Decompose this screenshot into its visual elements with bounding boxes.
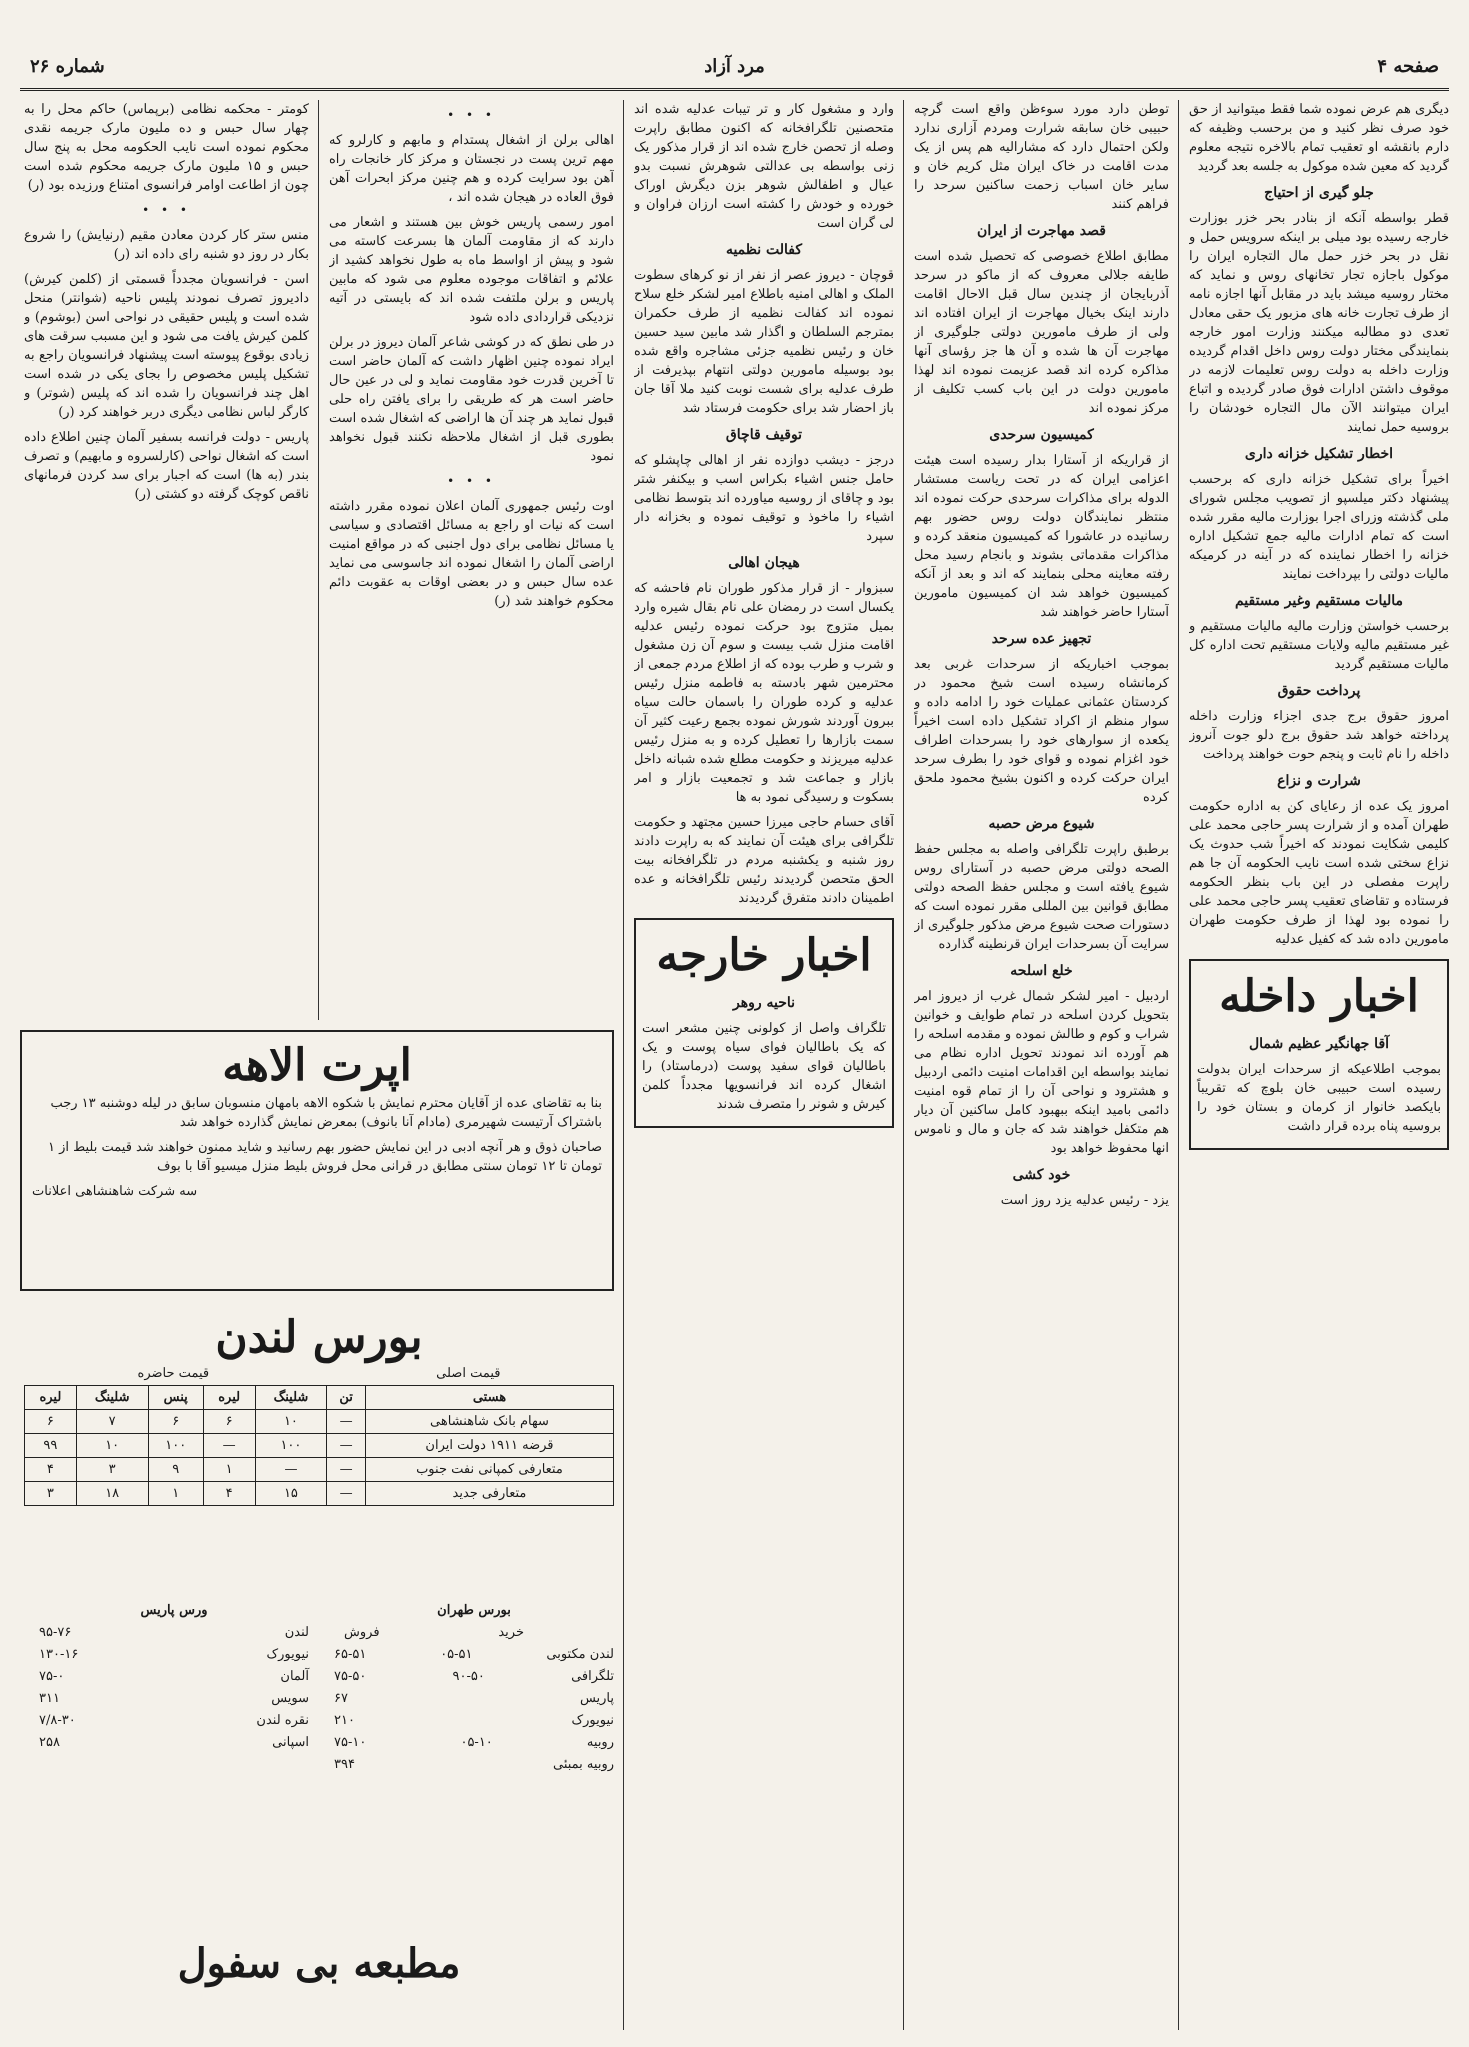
column-divider [903,100,904,2030]
article-heading: پرداخت حقوق [1277,683,1361,699]
article-text: اردبیل - امیر لشکر شمال غرب از دیروز امر بتحویل کردن اسلحه در تمام طوایف و خوانین شراب و کوم و طالش نموده و مقدمه اسلحه را هم آورده اند نمودند تحویل اداره نظام می نمایند بواسطه این اقدامات امنیت دائمی اردبیل و هشترود و نواحی آن را از تمام قوه امنیت دائمی بامید اینکه ببهبود کامل ساکنین آن دیار هم متکفل خواهند شد که جان و مال و ناموس انها محفوظ خواهد بود [914,989,1169,1156]
list-item: اسپانی ۲۵۸ [39,1735,309,1750]
article-heading: اخطار تشکیل خزانه داری [1244,446,1394,462]
domestic-news-box [1189,959,1449,1150]
article-text: امروز یک عده از رعایای کن به اداره حکومت طهران آمده و از شرارت پسر حاجی محمد علی کلیمی شکایت نمودند که اخیراً شب حدوث یک نزاع سختی شده است نایب الحکومه آن جا هم راپرت مفصلی در این باب بنظر الحکومه فرستاده و تقاضای تعقیب پسر حاجی محمد علی را نموده بود لهذا از طرف حکومت طهران مامورین داده شد که کفیل عدلیه [1189,799,1449,947]
column-divider [318,100,319,1020]
article-heading: تجهیز عده سرحد [991,631,1092,647]
article-heading: توقیف قاچاق [725,427,803,443]
foreign-news-subheading: ناحیه روهر [732,995,796,1011]
list-item: لندن ۹۵-۷۶ [39,1625,309,1640]
operetta-title: اپرت الاهه [222,1040,412,1091]
article-text: قوچان - دیروز عصر از نفر از نو کرهای سطوت الملک و اهالی امنیه باطلاع امیر لشکر خلع سلاح نموده اند کفالت نظمیه از طرف حکمران بمترجم السلطان و اگذار شد مابین سید حسین خان و رئیس نظمیه جزئی مشاجره واقع شده بود بوسیله مامورین دولتی انتهام بپذیرفت از طرف عدلیه برای شست نوبت کنید ملا آقا جان باز احضار شد برای حکومت فرستاد شد [634,268,894,416]
article-text: اوت رئیس جمهوری آلمان اعلان نموده مقرر داشته است که نیات او راجع به مسائل اقتصادی و سیاسی یا مسائل نظامی برای دول اجنبی که در مواقع امنیت اراضی آلمان را اشغال نموده اند جاسوسی می نماید عده سال حبس و در بعضی اوقات به عقوبت دائم محکوم خواهند شد (ر) [329,499,614,609]
article-heading: قصد مهاجرت از ایران [977,223,1106,239]
printer-name: مطبعه بی سفول [177,1940,461,1987]
article-heading: شیوع مرض حصبه [988,816,1095,832]
article-text: برطبق راپرت تلگرافی واصله به مجلس حفظ الصحه دولتی مرض حصبه در آستارای روس شیوع یافته است و مجلس حفظ الصحه دولتی مطابق قوانین بین المللی مقرر نموده است که دستورات صحت شیوع مرض مذکور جلوگیری از سرایت آن بسرحدات ایران قرنطینه گذارده [914,842,1169,952]
list-item: روبیه بمبئی ۳۹۴ [334,1757,614,1772]
article-text: امور رسمی پاریس خوش بین هستند و اشعار می دارند که از مقاومت آلمان ها بسرعت کاسته می شود و پیش از اواسط ماه به طول نخواهد کشید از علائم و اتفاقات موجوده معلوم می شود که مابین پاریس و برلن ملتفت شده اند که بایستی در آتیه نزدیکی قراردادی داده شود [329,215,614,325]
domestic-news-title: اخبار داخله [1219,971,1419,1022]
tehran-exchange: بورس طهران خرید فروش لندن مکتوبی ۰۵-۵۱ ۶۵-۵۱ تلگرافی ۹۰-۵۰ ۷۵-۵۰ پاریس ۶۷ نیویورک ۲۱۰ روبیه ۰۵-۱۰ ۷۵-۱۰ روبیه بمبئی ۳۹۴ [334,1600,614,1776]
table-header-row: هستی تن شلینگ لیره پنس شلینگ لیره [25,1386,614,1410]
article-text: امروز حقوق برج جدی اجزاء وزارت داخله پرداخته خواهد شد حقوق برج دلو جوت آنروز داخله را نام ثابت و پنجم حوت خواهند پرداخت [1189,709,1449,762]
article-heading: جلو گیری از احتیاج [1264,185,1374,201]
column-2 [914,100,1169,2030]
ad-agency: سه شرکت شاهنشاهی اعلانات [32,1184,198,1199]
article-text: آقای حسام حاجی میرزا حسین مجتهد و حکومت تلگرافی برای هیئت آن نمایند که به راپرت دادند روز شنبه و یکشنبه مردم در تلگرافخانه بیت الحق متحصن گردیدند رئیس تلگرافخانه و عده اطمینان دادند متفرق گردیدند [634,815,894,906]
article-heading: شرارت و نزاع [1277,773,1361,789]
article-text: از قراریکه از آستارا بدار رسیده است هیئت اعزامی ایران که در تحت ریاست مستشار الدوله برای مذاکرات سرحدی حرکت نموده اند منتظر نمایندگان دولت روس حضور بهم رسانیده در عاشورا که کمیسیون منعقد کرده و مذاکرات مقدماتی بشوند و بانجام رسید محل رفته معاینه محلی بنمایند که اند و بعد از آنکه کمیسیون خواهد شد ان کمیسیون مامورین آستارا حاضر خواهند شد [914,453,1169,620]
article-text: تلگراف واصل از کولونی چنین مشعر است که یک باطالیان فوای سیاه پوست و یک باطالیان قوای سفید پوست (درماستاد) را اشغال کرده اند فرانسویها مجدداً کلمن کیرش و شونر را متصرف شدند [642,1021,886,1112]
article-text: برحسب خواستن وزارت مالیه مالیات مستقیم و غیر مستقیم مالیه ولایات مستقیم تحت اداره کل مالیات مستقیم گردید [1189,619,1449,672]
article-heading: مالیات مستقیم وغیر مستقیم [1234,593,1404,609]
list-item: تلگرافی ۹۰-۵۰ ۷۵-۵۰ [334,1669,614,1684]
table-row: قرضه ۱۹۱۱ دولت ایران — ۱۰۰ — ۱۰۰ ۱۰ ۹۹ [25,1434,614,1458]
column-5: کومتر - محکمه نظامی (برپماس) حاکم محل را به چهار سال حبس و ده ملیون مارک جریمه نقدی محکوم نموده است نایب الحکومه محل به پنج سال حبس و ۱۵ ملیون مارک جریمه محکوم شده است چون از اطاعت اوامر فرانسوی امتناع ورزیده بود (ر) • • • منس ستر کار کردن معادن مقیم (رنیایش) را شروع بکار در روز دو شنبه رای داده اند (ر) اسن - فرانسویان مجدداً قسمتی از (کلمن کیرش) دادیروز تصرف نمودند پلیس ناحیه (شوانتر) منحل شده است و پلیس حقیقی در نواحی اسن (بوشوم) و کلمن کیرش یافت می شود و این مسبب سرقت های زیادی بوقوع پیوسته است پیشنهاد فرانسویان راجع به تشکیل پلیس مخصوص را بجای یکی در شده است اهل چند فرانسویان را شده اند که پلیس (شوتر) و کارگر لباس نظامی دیگری دربر خواهند کرد (ر) پاریس - دولت فرانسه بسفیر آلمان چنین اطلاع داده است که اشغال نواحی (کارلسروه و مابهیم) و تصرف بندر (به ها) است که اجبار برای سد کردن فرمانهای ناقص کوچک گرفته دو کشتی (ر) [24,102,309,502]
foreign-news-box [634,918,894,1128]
table-row: سهام بانک شاهنشاهی — ۱۰ ۶ ۶ ۷ ۶ [25,1410,614,1434]
london-exchange-table [24,1385,614,1506]
column-3 [634,100,894,2030]
article-heading: کمیسیون سرحدی [989,427,1094,443]
column-1 [1189,100,1449,2030]
paris-exchange-title: ورس پاریس [140,1603,208,1618]
article-heading: خود کشی [1012,1167,1071,1183]
foreign-news-title: اخبار خارجه [656,930,872,981]
article-text: قطر بواسطه آنکه از بنادر بحر خزر بوزارت خارجه رسیده بود میلی بر اینکه سرویس حمل و نقل در بحر خزر حمل مال التجاره ایران را موکول باجازه تجار تخانهای روس و نماید که مختار روسیه میشد باید در مقابل آنها اجازه نامه از طرف تجارت خانه های مزبور یک حقی معادل تعدی دو مطالبه میکنند وزارت امور خارجه بنمایندگی مختار دولت روس داخل اقدام گردیده وزارت داخله به دولت روس تعلیمات لازمه در موقوف داشتن ادارات فوق صادر گردیده و اتباع ایران میتوانند الآن مال التجاره خودشان را بروسیه حمل نمایند [1189,211,1449,435]
list-item: سویس ۳۱۱ [39,1691,309,1706]
list-item: آلمان ۷۵-۰ [39,1669,309,1684]
article-text: کومتر - محکمه نظامی (برپماس) حاکم محل را به چهار سال حبس و ده ملیون مارک جریمه نقدی محکوم نموده است نایب الحکومه محل به پنج سال حبس و ۱۵ ملیون مارک جریمه محکوم شده است چون از اطاعت اوامر فرانسوی امتناع ورزیده بود (ر) [24,102,309,193]
operetta-ad [20,1030,614,1291]
ad-text: صاحبان ذوق و هر آنچه ادبی در این نمایش حضور بهم رسانید و شاید ممنون خواهند شد قیمت بلیط از ۱ تومان تا ۱۲ تومان سنتی مطابق در قرانی محل فروش بلیط منزل میسیو آقا با بوف [48,1140,602,1174]
article-text: اخیراً برای تشکیل خزانه داری که برحسب پیشنهاد دکتر میلسپو از تصویب مجلس شورای ملی گذشته وزرای اجرا بوزارت مالیه مقرر شده است که تمام ادارات مالیه جمع تشکیل اداره خزانه را اخطار نماینده که در آینه در کرمیکه مالیات دولتی را بپرداخت نمایند [1189,472,1449,582]
article-text: درجز - دیشب دوازده نفر از اهالی چاپشلو که حامل جنس اشیاء بکراس اسب و بیکنفر شتر بود و چاقای از روسیه میاورده اند بتوسط نظامی اشیاء را ماخوذ و توقیف نموده و بخزانه دار سپرد [634,453,894,544]
london-exchange-title: بورس لندن [215,1312,423,1363]
page-header [20,48,1449,91]
article-heading: هیجان اهالی [728,555,800,571]
article-heading: کفالت نظمیه [725,242,803,258]
article-text: سبزوار - از قرار مذکور طوران نام فاحشه که یکسال است در رمضان علی نام بقال شیره وارد بمیل متزوج بود حرکت نموده رئیس عدلیه اقامت منزل شب بیست و سوم آن زن مشغول و شرب و طرب بوده که از اطلاع مردم جمعی از محترمین شهر بادسته به فاطمه منزل رئیس عدلیه و کرده طوران را باسمان حالت سیاه ببرون آوردند شورش نموده بجمع رعیت کثیر آن سمت بازارها را تعطیل کرده و به منزل رئیس عدلیه میریزند و حکومت مطلع شده شبانه داخل بازار و جماعت شد و تجمعیت بازار و امر بسکوت و رسیدگی نمود به ها [634,581,894,805]
article-text: دیگری هم عرض نموده شما فقط میتوانید از حق خود صرف نظر کنید و من برحسب وظیفه که دارم بانقشه او تعقیب تمام بالاخره نتیجه معلوم گردید که معین شده موکول به جلسه بعد گردید [1189,102,1449,174]
newspaper-name: مرد آزاد [704,56,765,77]
article-text: بموجب اخباریکه از سرحدات غربی بعد کرمانشاه رسیده است شیخ محمود در کردستان عثمانی عملیات خود را ادامه داده و سوار منظم از اکراد تشکیل داده است اخیراً یکعده از سوارهای خود را بسرحدات اطراف خود اغزام نموده و قوای خود را بطرف سرحد ایران حرکت کرده و اکنون بشیخ محمود ملحق کرده [914,657,1169,805]
london-exchange [24,1310,614,1506]
current-price-label: قیمت حاضره [137,1366,210,1381]
page-number: صفحه ۴ [1377,56,1439,77]
tehran-exchange-title: بورس طهران [437,1603,511,1618]
domestic-news-subheading: آقا جهانگیر عظیم شمال [1248,1036,1390,1052]
article-text: پاریس - دولت فرانسه بسفیر آلمان چنین اطلاع داده است که اشغال نواحی (کارلسروه و مابهیم) و تصرف بندر (به ها) است که اجبار برای سد کردن فرمانهای ناقص کوچک گرفته دو کشتی (ر) [24,430,309,502]
list-item: نقره لندن ۷/۸-۳۰ [39,1713,309,1728]
article-text: منس ستر کار کردن معادن مقیم (رنیایش) را شروع بکار در روز دو شنبه رای داده اند (ر) [24,228,309,262]
list-item: نیویورک ۲۱۰ [334,1713,614,1728]
list-item: لندن مکتوبی ۰۵-۵۱ ۶۵-۵۱ [334,1647,614,1662]
article-heading: خلع اسلحه [1010,963,1073,979]
article-text: بموجب اطلاعیکه از سرحدات ایران بدولت رسیده است حبیبی خان بلوچ که تقریباً بایکصد خانوار از کرمان و بستان خود را بروسیه پناه برده قرار داشت [1197,1062,1441,1134]
issue-number: شماره ۲۶ [30,56,105,77]
original-price-label: قیمت اصلی [436,1366,501,1381]
article-text: توطن دارد مورد سوءظن واقع است گرچه حبیبی خان سابقه شرارت ومردم آزاری ندارد ولکن احتمال دارد که مشارالیه هم پس از یک مدت اقامت در خاک ایران مثل کریم خان و سایر خان اسباب زحمت ساکنین سرحد را فراهم کنند [914,102,1169,212]
column-4: • • • اهالی برلن از اشغال پستدام و مابهم و کارلرو که مهم ترین پست در نجستان و مرکز کار خانجات راه آهن بود سرایت کرده و هم چنین مرکز ابحرات آهن فوق العاده در هیجان شده اند ، امور رسمی پاریس خوش بین هستند و اشعار می دارند که از مقاومت آلمان ها بسرعت کاسته می شود و پیش از اواسط ماه به طول نخواهد کشید از علائم و اتفاقات موجوده معلوم می شود که مابین پاریس و برلن ملتفت شده اند که بایستی در آتیه نزدیکی قراردادی داده شود در طی نطق که در کوشی شاعر آلمان دیروز در برلن ایراد نموده چنین اظهار داشت که آلمان حاضر است تا آخرین قدرت خود مقاومت نماید و لی در عین حال حاضر است هر که طریقی را برای یافتن راه حلی قبول نماید هر چند آن ها اراضی که اشغال شده است بطوری قبل از اشغال ملاحظه نکنند قبول نخواهد نمود • • • اوت رئیس جمهوری آلمان اعلان نموده مقرر داشته است که نیات او راجع به مسائل اقتصادی و سیاسی یا مسائل نظامی برای دول اجنبی که در مواقع امنیت اراضی آلمان را اشغال نموده اند جاسوسی می نماید عده سال حبس و در بعضی اوقات به عقوبت دائم محکوم خواهند شد (ر) [329,108,614,609]
article-text: اهالی برلن از اشغال پستدام و مابهم و کارلرو که مهم ترین پست در نجستان و مرکز کار خانجات راه آهن بود سرایت کرده و هم چنین مرکز ابحرات آهن فوق العاده در هیجان شده اند ، [329,133,614,205]
article-text: یزد - رئیس عدلیه یزد روز است [1000,1193,1169,1208]
column-divider [1178,100,1179,2030]
column-divider [623,100,624,2030]
table-row: متعارفی کمپانی نفت جنوب — — ۱ ۹ ۳ ۴ [25,1458,614,1482]
table-row: متعارفی جدید — ۱۵ ۴ ۱ ۱۸ ۳ [25,1482,614,1506]
article-text: وارد و مشغول کار و تر تیبات عدلیه شده اند متحصنین تلگرافخانه که اکنون مطابق راپرت وصله از تحصن خارج شده اند از قرار مذکور یک زنی بواسطه بی عدالتی شوهرش نسبت بدو عیال و اطفالش شوهر بزن دیگرش اوراک خورده و خودش را کشته است ارزان فراوان و لی گران است [634,102,894,231]
list-item: پاریس ۶۷ [334,1691,614,1706]
list-item: نیویورک ۱۳۰-۱۶ [39,1647,309,1662]
list-item: روبیه ۰۵-۱۰ ۷۵-۱۰ [334,1735,614,1750]
article-text: مطابق اطلاع خصوصی که تحصیل شده است طایفه جلالی معروف که از ماکو در سرحد آذربایجان از چندین سال قبل الاحال اقامت دارند اینک بخیال مهاجرت از ایران افتاده اند ولی از طرف مامورین دولتی جلوگیری از مهاجرت آن ها شده و آن ها جز رؤسای آنها مذاکره کرده اند قصد عزیمت نموده اند لهذا مامورین دولت در این باب کسب تکلیف از مرکز نموده اند [914,249,1169,416]
ad-text: بنا به تقاضای عده از آقایان محترم نمایش با شکوه الاهه بامهان منسوبان سابق در لیله دوشنبه ۱۳ رجب باشتراک آرتیست شهیرمری (مادام آنا بانوف) بمعرض نمایش گذارده خواهد شد [50,1096,602,1130]
article-text: اسن - فرانسویان مجدداً قسمتی از (کلمن کیرش) دادیروز تصرف نمودند پلیس ناحیه (شوانتر) منحل شده است و پلیس حقیقی در نواحی اسن (بوشوم) و کلمن کیرش یافت می شود و این مسبب سرقت های زیادی بوقوع پیوسته است پیشنهاد فرانسویان راجع به تشکیل پلیس مخصوص را بجای یکی در شده است اهل چند فرانسویان را شده اند که پلیس (شوتر) و کارگر لباس نظامی دیگری دربر خواهند کرد (ر) [24,272,309,420]
paris-exchange [39,1600,309,1754]
article-text: در طی نطق که در کوشی شاعر آلمان دیروز در برلن ایراد نموده چنین اظهار داشت که آلمان حاضر است تا آخرین قدرت خود مقاومت نماید و لی در عین حال حاضر است هر که طریقی را برای یافتن راه حلی قبول نماید هر چند آن ها اراضی که اشغال شده است بطوری قبل از اشغال ملاحظه نکنند قبول نخواهد نمود [329,335,614,464]
